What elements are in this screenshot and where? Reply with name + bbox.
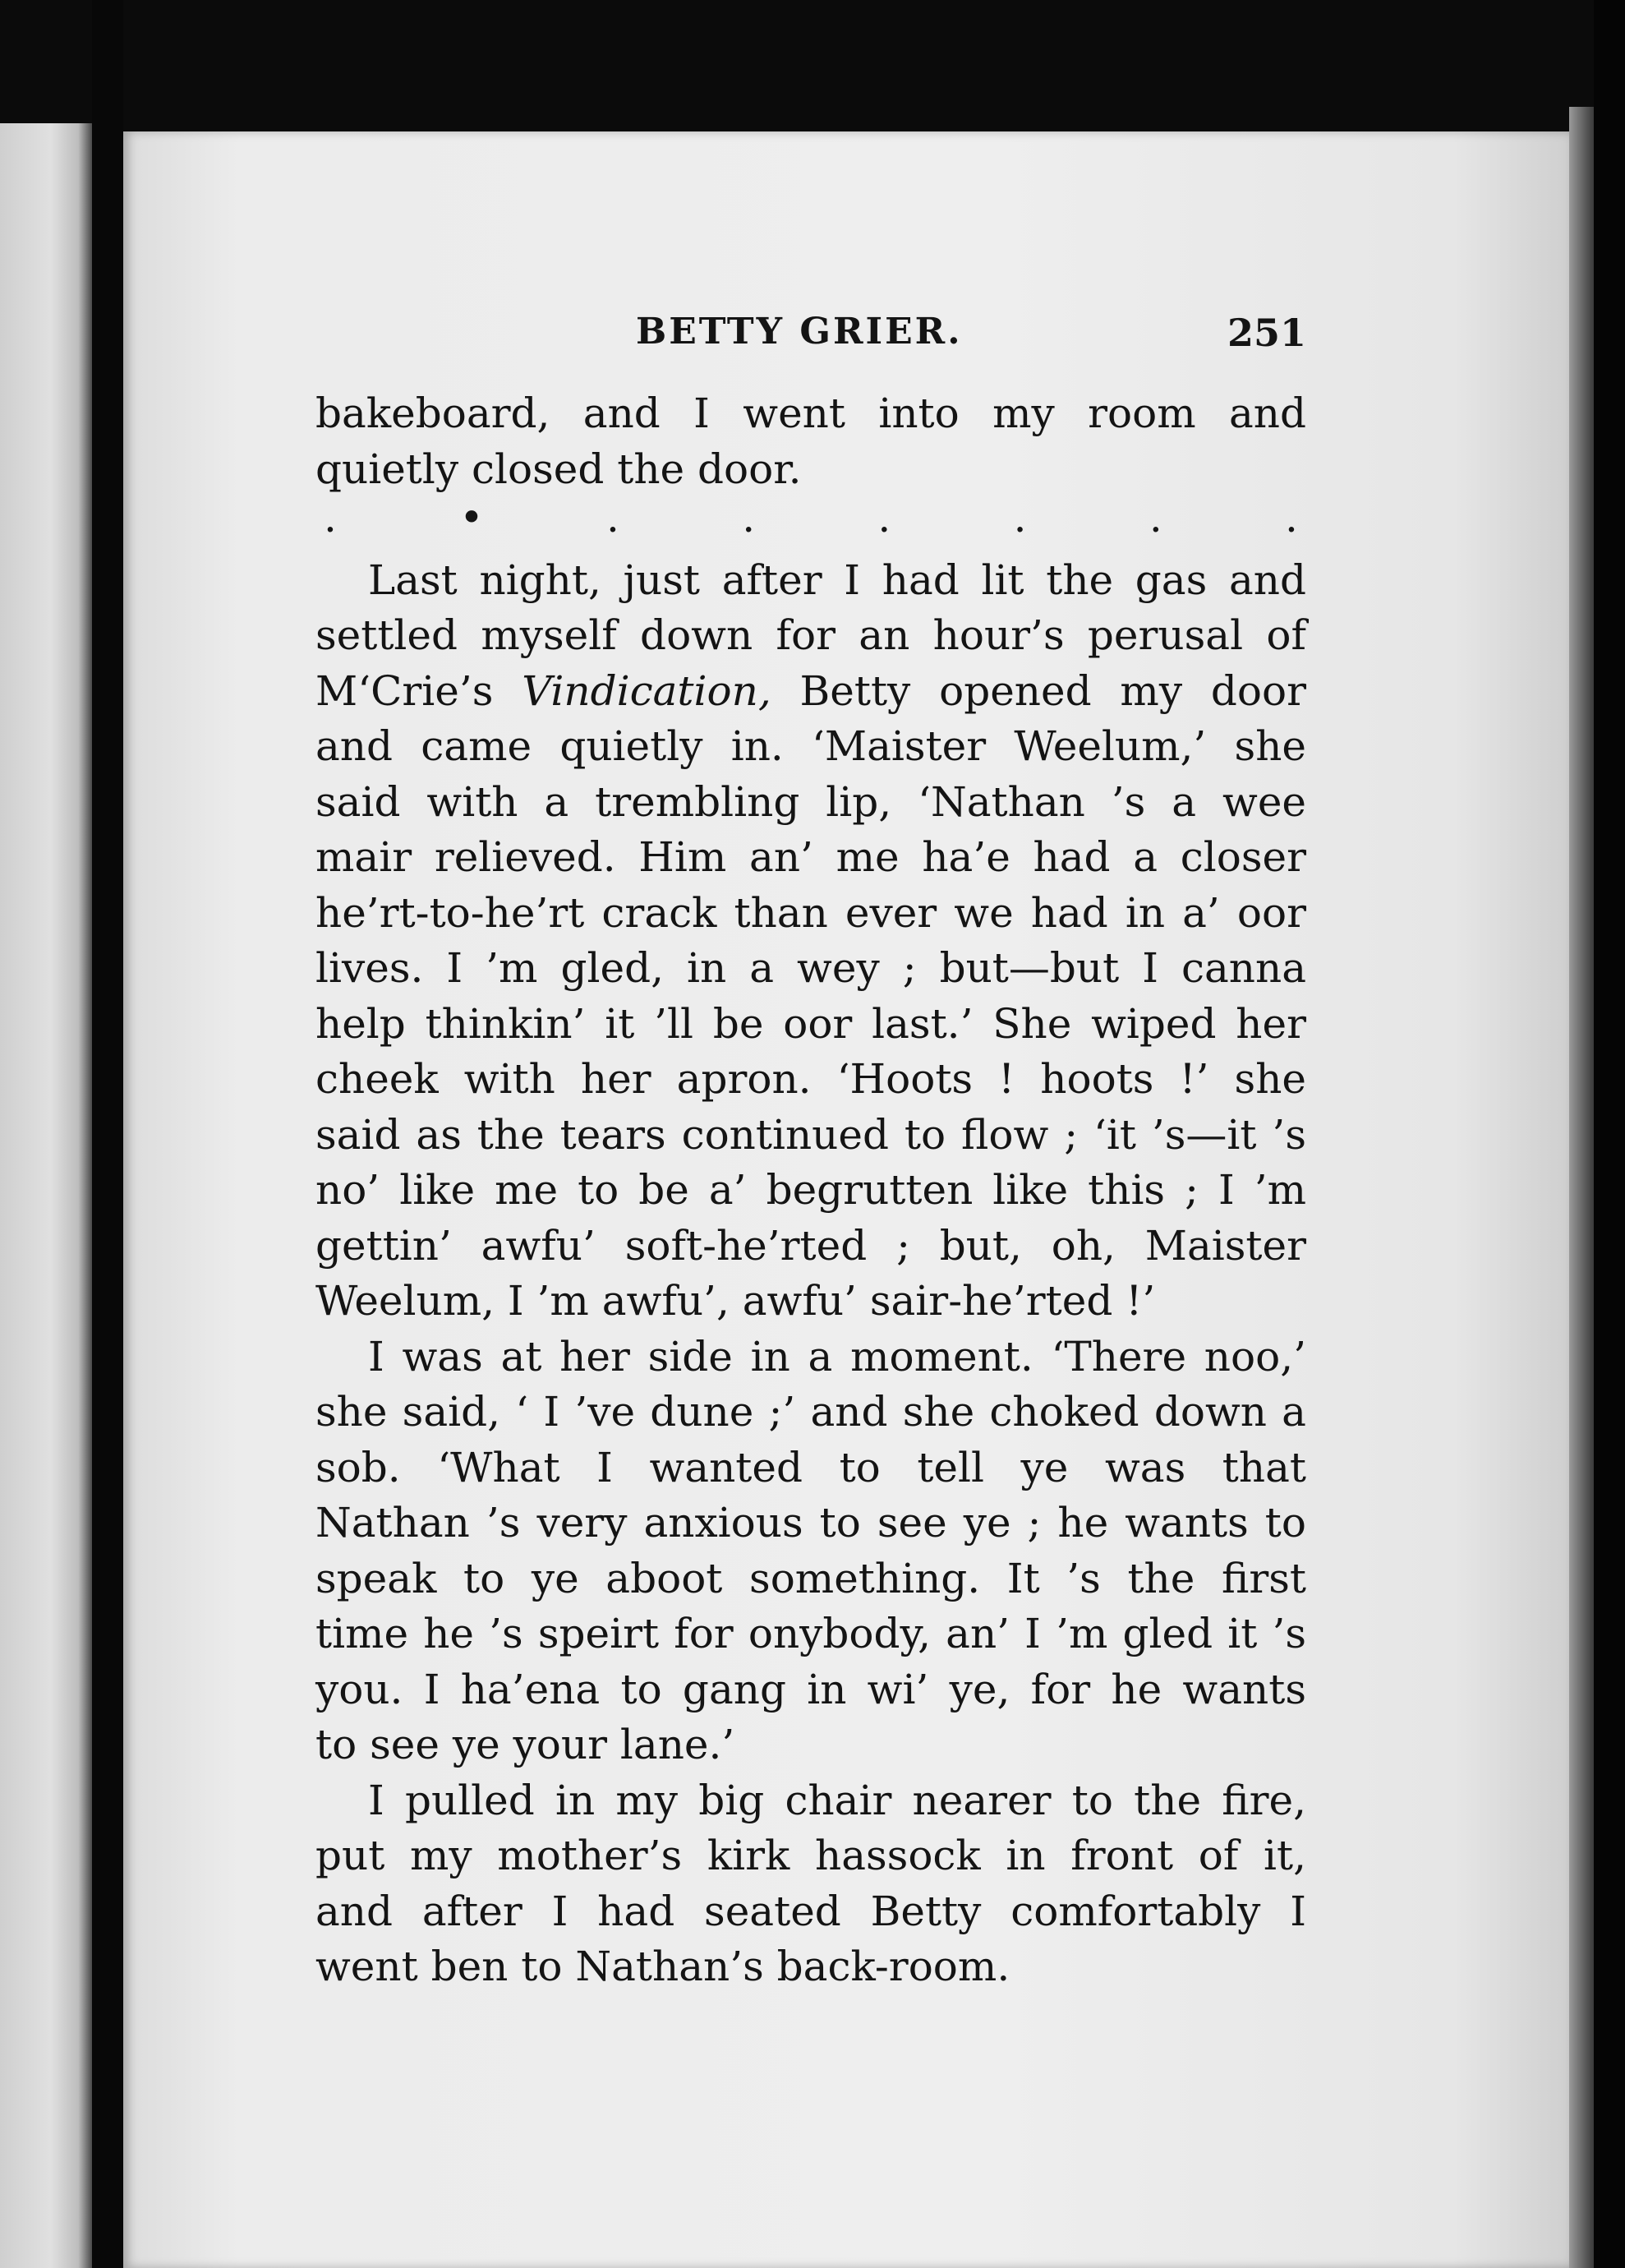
text-line: I was at her side in a moment. ‘There noo,’: [368, 1332, 1306, 1381]
section-break-mark: .: [606, 494, 619, 542]
page-header: [315, 311, 1306, 368]
text-line: gettin’ awfu’ soft-he’rted ; but, oh, Maister: [315, 1221, 1306, 1270]
text-line: mair relieved. Him an’ me ha’e had a closer: [315, 833, 1306, 881]
text-line: he’rt-to-he’rt crack than ever we had in a’ oor: [315, 888, 1306, 937]
text-line: you. I ha’ena to gang in wi’ ye, for he wants: [315, 1665, 1306, 1713]
left-page-edge: [0, 123, 92, 2268]
text-line: to see ye your lane.’: [315, 1721, 735, 1768]
section-break-mark: .: [1149, 494, 1162, 542]
paragraph: [315, 1330, 1306, 1773]
text-line: settled myself down for an hour’s perusal of: [315, 611, 1306, 659]
text-line: help thinkin’ it ’ll be oor last.’ She wiped her: [315, 999, 1306, 1048]
text-line: no’ like me to be a’ begrutten like this ; I ’m: [315, 1166, 1306, 1214]
text-line: Nathan ’s very anxious to see ye ; he wants to: [315, 1499, 1306, 1547]
text-line: I pulled in my big chair nearer to the fire,: [368, 1776, 1306, 1824]
text-line: cheek with her apron. ‘Hoots ! hoots !’ she: [315, 1055, 1306, 1103]
section-break-mark: .: [742, 494, 756, 542]
italic-title: Vindication,: [522, 666, 771, 715]
text-line: Weelum, I ’m awfu’, awfu’ sair-he’rted !’: [315, 1277, 1156, 1325]
section-break-mark: .: [324, 494, 337, 542]
page-number: 251: [1227, 311, 1306, 355]
right-margin-dark: [1594, 0, 1625, 2268]
right-page-edge: [1569, 107, 1594, 2268]
text-line: speak to ye aboot something. It ’s the first: [315, 1554, 1306, 1602]
text-line: said with a trembling lip, ‘Nathan ’s a wee: [315, 777, 1306, 826]
text-line: said as the tears continued to flow ; ‘it ’s—it ’s: [315, 1110, 1306, 1159]
body-text: [315, 386, 1306, 1995]
text-line: and after I had seated Betty comfortably I: [315, 1887, 1306, 1935]
text-line-with-italic: M‘Crie’s Vindication, Betty opened my door: [315, 666, 1306, 715]
paragraph: [315, 386, 1306, 497]
text-line: sob. ‘What I wanted to tell ye was that: [315, 1443, 1306, 1491]
text-line: and came quietly in. ‘Maister Weelum,’ she: [315, 722, 1306, 770]
paragraph: [315, 1773, 1306, 1995]
text-line: time he ’s speirt for onybody, an’ I ’m gled it ’s: [315, 1610, 1306, 1657]
text-line: Last night, just after I had lit the gas and: [368, 555, 1306, 604]
paragraph: [315, 553, 1306, 1330]
section-break-mark: .: [1285, 494, 1298, 542]
text-line: went ben to Nathan’s back-room.: [315, 1943, 1010, 1990]
book-gutter: [92, 0, 123, 2268]
section-break: [315, 494, 1306, 553]
text-line: quietly closed the door.: [315, 445, 802, 493]
section-break-mark: .: [877, 494, 891, 542]
text-line: lives. I ’m gled, in a wey ; but—but I canna: [315, 944, 1306, 992]
running-head: BETTY GRIER.: [636, 311, 963, 353]
section-break-mark: •: [459, 494, 484, 542]
text-line: put my mother’s kirk hassock in front of it,: [315, 1832, 1306, 1879]
section-break-mark: .: [1013, 494, 1027, 542]
text-line: bakeboard, and I went into my room and: [315, 390, 1306, 437]
text-line: she said, ‘ I ’ve dune ;’ and she choked down a: [315, 1388, 1306, 1436]
